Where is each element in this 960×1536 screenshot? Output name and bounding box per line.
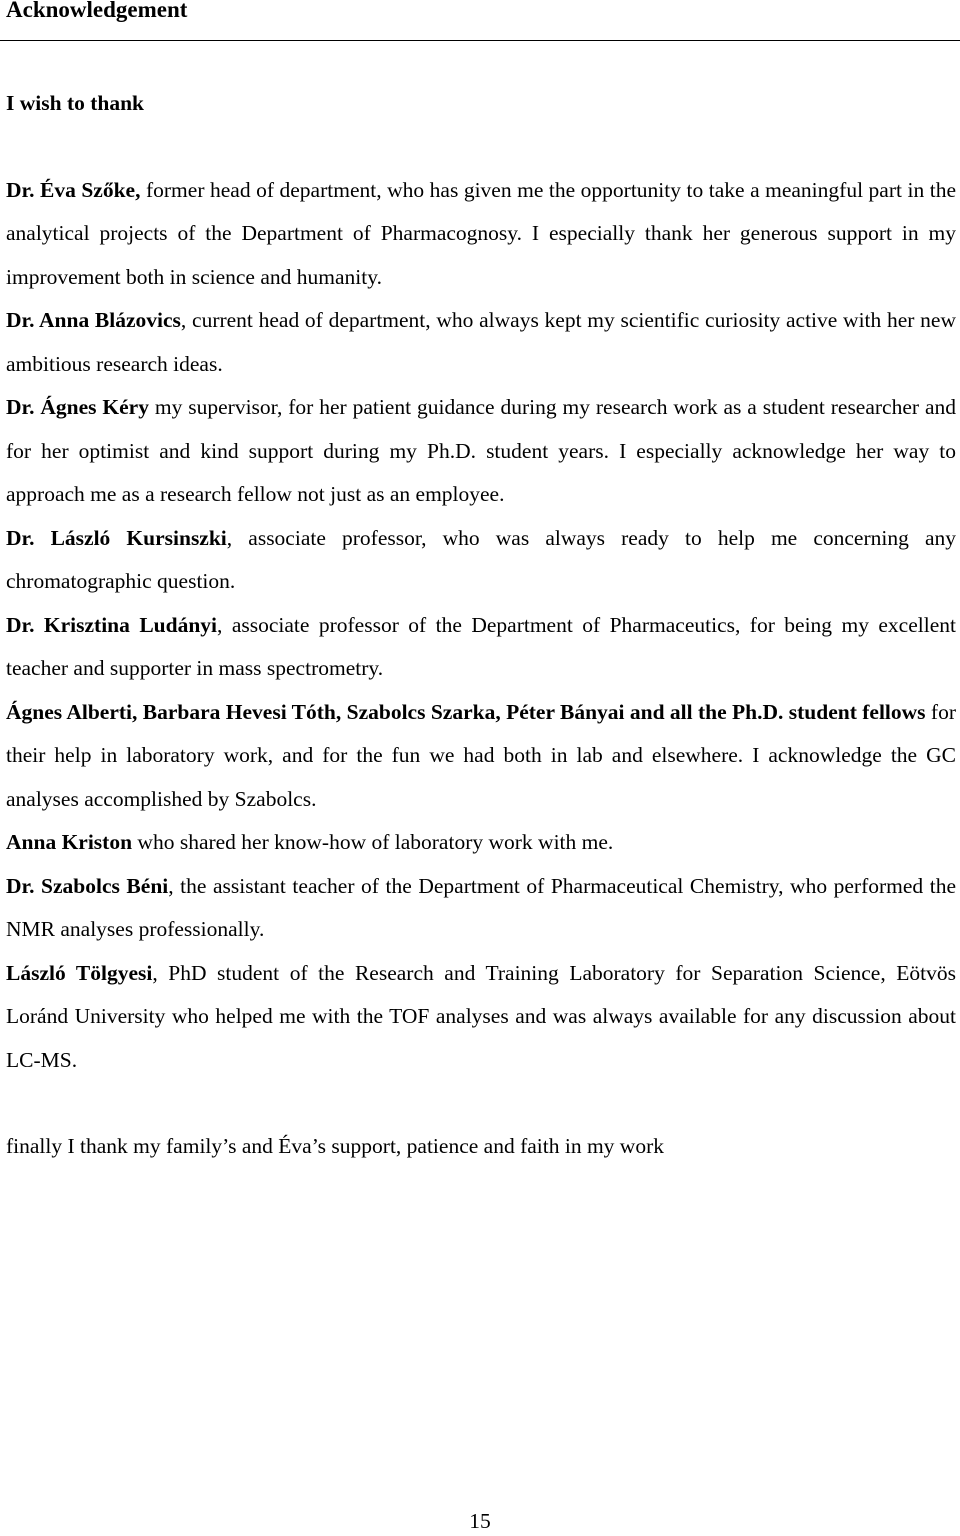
ack-text: for their help in laboratory work, and for the fun we had both in lab and elsewhere. I acknowledge the GC analyses accomplished by Szabolcs.: [6, 699, 956, 811]
ack-text: , the assistant teacher of the Department of Pharmaceutical Chemistry, who performed the NMR analyses professionally.: [6, 873, 957, 941]
ack-entry-kery: [6, 386, 956, 517]
acknowledgement-body: [6, 82, 956, 1169]
ack-entry-tolgyesi: [6, 952, 956, 1083]
ack-name: Ágnes Alberti, Barbara Hevesi Tóth, Szabolcs Szarka, Péter Bányai and all the Ph.D. student fellows: [6, 699, 926, 724]
ack-entry-szoke: [6, 169, 956, 300]
ack-text: , current head of department, who always kept my scientific curiosity active with her new ambitious research ideas.: [6, 308, 956, 376]
intro-line: I wish to thank: [6, 91, 145, 115]
ack-name: Dr. László Kursinszki: [6, 525, 227, 550]
ack-text: my supervisor, for her patient guidance during my research work as a student researcher and for her optimist and kind support during my Ph.D. student years. I especially acknowledge her way to approach me as a research fellow not just as an employee.: [6, 395, 956, 506]
ack-text: former head of department, who has given me the opportunity to take a meaningful part in the analytical projects of the Department of Pharmacognosy. I especially thank her generous support in my improvement both in science and humanity.: [6, 177, 956, 289]
ack-name: László Tölgyesi: [6, 960, 153, 985]
ack-entry-ludanyi: [6, 604, 956, 691]
ack-entry-student-fellows: [6, 691, 956, 822]
ack-entry-kursinszki: [6, 517, 956, 604]
ack-text: , associate professor of the Department of Pharmaceutics, for being my excellent teacher and supporter in mass spectrometry.: [6, 612, 956, 680]
ack-entry-kriston: [6, 821, 956, 865]
ack-text: , PhD student of the Research and Training Laboratory for Separation Science, Eötvös Loránd University who helped me with the TOF analyses and was always available for any discussion about LC-MS.: [6, 960, 956, 1072]
ack-entry-blazovics: [6, 299, 956, 386]
ack-name: Dr. Anna Blázovics: [6, 308, 181, 332]
ack-text: who shared her know-how of laboratory work with me.: [132, 830, 614, 854]
closing-line: finally I thank my family’s and Éva’s support, patience and faith in my work: [6, 1134, 664, 1158]
ack-name: Dr. Ágnes Kéry: [6, 395, 149, 419]
paragraph-gap: [6, 1082, 956, 1125]
header-rule: [0, 40, 960, 41]
ack-text: , associate professor, who was always ready to help me concerning any chromatographic question.: [6, 525, 957, 593]
page-title: Acknowledgement: [6, 0, 188, 22]
ack-name: Dr. Éva Szőke,: [6, 177, 141, 202]
page-number: 15: [469, 1509, 491, 1533]
ack-name: Anna Kriston: [6, 830, 133, 854]
ack-name: Dr. Krisztina Ludányi: [6, 612, 218, 637]
ack-name: Dr. Szabolcs Béni: [6, 873, 169, 898]
ack-entry-beni: [6, 865, 956, 952]
